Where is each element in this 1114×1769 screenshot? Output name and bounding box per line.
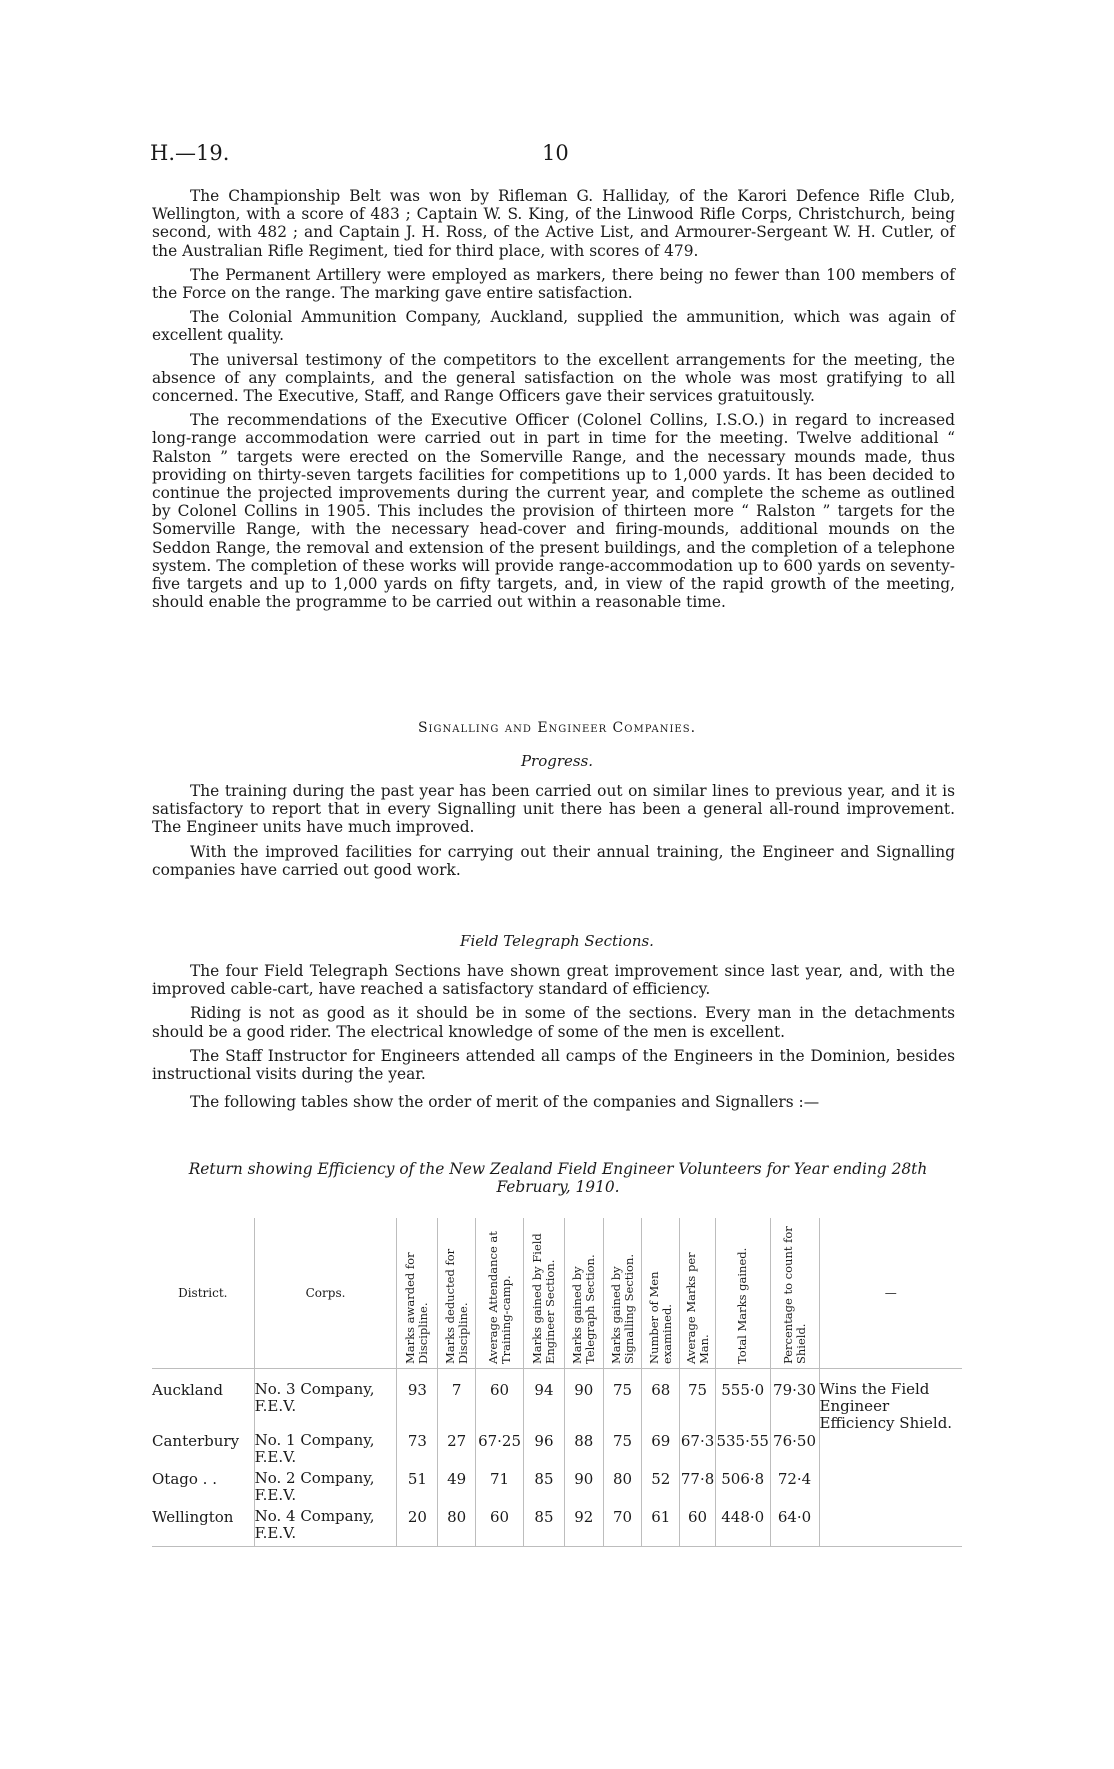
cell-district: Otago . . — [152, 1470, 217, 1488]
table-row — [152, 1508, 962, 1547]
paragraph: The training during the past year has been carried out on similar lines to previous year, and it is satisfactory to report that in every Signalling unit there has been a general all-round improvement. The Engineer units have much improved. — [152, 782, 955, 837]
cell-value: 555·0 — [715, 1369, 770, 1433]
cell-value: 80 — [438, 1508, 476, 1547]
header-marks-awarded: Marks awarded for Discipline. — [397, 1218, 438, 1369]
cell-value: 88 — [564, 1432, 603, 1470]
cell-district: Canterbury — [152, 1432, 240, 1450]
progress-section — [152, 782, 955, 885]
header-signalling-marks: Marks gained by Signalling Section. — [603, 1218, 642, 1369]
header-telegraph-marks: Marks gained by Telegraph Section. — [564, 1218, 603, 1369]
page-number: 10 — [542, 141, 569, 165]
cell-value: 51 — [397, 1470, 438, 1508]
cell-value: 96 — [524, 1432, 565, 1470]
cell-value: 75 — [603, 1432, 642, 1470]
paragraph: The following tables show the order of merit of the companies and Signallers :— — [190, 1093, 820, 1112]
cell-remark — [819, 1432, 962, 1470]
cell-value: 61 — [642, 1508, 680, 1547]
cell-value: 67·3 — [680, 1432, 716, 1470]
cell-remark: Wins the Field Engineer Efficiency Shield. — [819, 1369, 962, 1433]
cell-district: Wellington — [152, 1508, 254, 1547]
table-row — [152, 1470, 962, 1508]
cell-value: 90 — [564, 1369, 603, 1433]
cell-value: 90 — [564, 1470, 603, 1508]
header-remark: — — [819, 1218, 962, 1369]
table-row — [152, 1369, 962, 1433]
paragraph: The Colonial Ammunition Company, Auckland, supplied the ammunition, which was again of excellent quality. — [152, 308, 955, 345]
cell-value: 20 — [397, 1508, 438, 1547]
cell-value: 80 — [603, 1470, 642, 1508]
cell-value: 71 — [476, 1470, 524, 1508]
cell-value: 85 — [524, 1470, 565, 1508]
cell-value: 448·0 — [715, 1508, 770, 1547]
paragraph: With the improved facilities for carrying out their annual training, the Engineer and Signalling companies have carried out good work. — [152, 842, 955, 879]
cell-value: 60 — [680, 1508, 716, 1547]
paragraph: The four Field Telegraph Sections have shown great improvement since last year, and, with the improved cable-cart, have reached a satisfactory standard of efficiency. — [152, 962, 955, 999]
efficiency-table — [152, 1218, 962, 1547]
paragraph: The recommendations of the Executive Officer (Colonel Collins, I.S.O.) in regard to increased long-range accommodation were carried out in part in time for the meeting. Twelve additional “ Ralston ” targets were erected on the Somerville Range, and the necessary mounds made, thus providing on thirty-seven targets facilities for competitions up to 1,000 yards. It has been decided to continue the projected improvements during the current year, and complete the scheme as outlined by Colonel Collins in 1905. This includes the provision of thirteen more “ Ralston ” targets for the Somerville Range, with the necessary head-cover and firing-mounds, additional mounds on the Seddon Range, the removal and extension of the present buildings, and the completion of a telephone system. The completion of these works will provide range-accommodation up to 600 yards on seventy-five targets and up to 1,000 yards on fifty targets, and, in view of the rapid growth of the meeting, should enable the programme to be carried out within a reasonable time. — [152, 411, 955, 612]
cell-value: 94 — [524, 1369, 565, 1433]
header-men-examined: Number of Men examined. — [642, 1218, 680, 1369]
table-row — [152, 1432, 962, 1470]
cell-value: 52 — [642, 1470, 680, 1508]
header-marks-deducted: Marks deducted for Discipline. — [438, 1218, 476, 1369]
progress-heading: Progress. — [520, 752, 594, 770]
cell-value: 77·8 — [680, 1470, 716, 1508]
cell-corps: No. 1 Company, F.E.V. — [254, 1432, 397, 1470]
cell-value: 92 — [564, 1508, 603, 1547]
cell-value: 75 — [680, 1369, 716, 1433]
cell-value: 68 — [642, 1369, 680, 1433]
section-heading: Signalling and Engineer Companies. — [417, 720, 697, 736]
cell-value: 75 — [603, 1369, 642, 1433]
cell-value: 72·4 — [770, 1470, 819, 1508]
header-average-marks: Average Marks per Man. — [680, 1218, 716, 1369]
cell-value: 85 — [524, 1508, 565, 1547]
cell-value: 64·0 — [770, 1508, 819, 1547]
cell-value: 70 — [603, 1508, 642, 1547]
cell-value: 67·25 — [476, 1432, 524, 1470]
cell-corps: No. 2 Company, F.E.V. — [254, 1470, 397, 1508]
header-percentage: Percentage to count for Shield. — [770, 1218, 819, 1369]
cell-value: 79·30 — [770, 1369, 819, 1433]
cell-value: 60 — [476, 1508, 524, 1547]
header-corps: Corps. — [254, 1218, 397, 1369]
cell-corps: No. 4 Company, F.E.V. — [254, 1508, 397, 1547]
field-telegraph-heading: Field Telegraph Sections. — [460, 932, 654, 950]
cell-value: 535·55 — [715, 1432, 770, 1470]
cell-corps: No. 3 Company, F.E.V. — [254, 1369, 397, 1433]
cell-value: 7 — [438, 1369, 476, 1433]
cell-remark — [819, 1508, 962, 1547]
table-header-row — [152, 1218, 962, 1369]
header-average-attendance: Average Attendance at Training-camp. — [476, 1218, 524, 1369]
cell-value: 49 — [438, 1470, 476, 1508]
cell-remark — [819, 1470, 962, 1508]
field-telegraph-section — [152, 962, 955, 1117]
paragraph: The Permanent Artillery were employed as markers, there being no fewer than 100 members of the Force on the range. The marking gave entire satisfaction. — [152, 265, 955, 303]
intro-section — [152, 187, 955, 617]
header-district: District. — [152, 1218, 254, 1369]
table-caption: Return showing Efficiency of the New Zealand Field Engineer Volunteers for Year ending 28th February, 1910. — [188, 1160, 928, 1196]
paragraph: Riding is not as good as it should be in some of the sections. Every man in the detachments should be a good rider. The electrical knowledge of some of the men is excellent. — [152, 1004, 955, 1041]
cell-value: 76·50 — [770, 1432, 819, 1470]
document-reference: H.—19. — [150, 141, 230, 165]
cell-value: 506·8 — [715, 1470, 770, 1508]
paragraph: The Staff Instructor for Engineers attended all camps of the Engineers in the Dominion, besides instructional visits during the year. — [152, 1046, 955, 1084]
cell-district: Auckland — [152, 1381, 223, 1399]
cell-value: 73 — [397, 1432, 438, 1470]
cell-value: 93 — [397, 1369, 438, 1433]
header-total-marks: Total Marks gained. — [715, 1218, 770, 1369]
paragraph: The universal testimony of the competitors to the excellent arrangements for the meeting, the absence of any complaints, and the general satisfaction on the whole was most gratifying to all concerned. The Executive, Staff, and Range Officers gave their services gratuitously. — [152, 350, 955, 406]
header-field-engineer-marks: Marks gained by Field Engineer Section. — [524, 1218, 565, 1369]
paragraph: The Championship Belt was won by Rifleman G. Halliday, of the Karori Defence Rifle Club, Wellington, with a score of 483 ; Captain W. S. King, of the Linwood Rifle Corps, Christchurch, being second, with 482 ; and Captain J. H. Ross, of the Active List, and Armourer-Sergeant W. H. Cutler, of the Australian Rifle Regiment, tied for third place, with scores of 479. — [152, 187, 955, 260]
cell-value: 69 — [642, 1432, 680, 1470]
cell-value: 60 — [476, 1369, 524, 1433]
cell-value: 27 — [438, 1432, 476, 1470]
